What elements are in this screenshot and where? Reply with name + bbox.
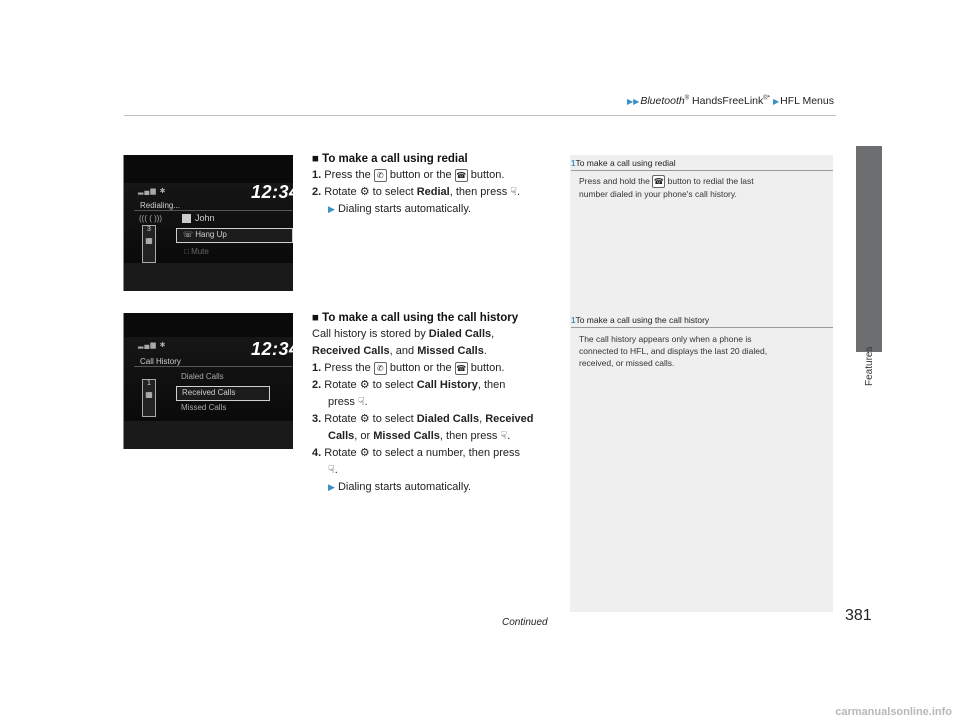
display-clock: 12:34: [251, 182, 300, 202]
section2-step1: 1. Press the ✆ button or the ☎ button.: [312, 362, 505, 374]
section2-step3-cont: Calls, or Missed Calls, then press ☟.: [328, 430, 511, 442]
section2-intro: Call history is stored by Dialed Calls,: [312, 328, 495, 340]
breadcrumb-handsfreelink: HandsFreeLink: [689, 95, 764, 107]
section2-step4-cont: ☟.: [328, 464, 338, 476]
keypad-icon-2: 1 ▦: [142, 379, 156, 417]
breadcrumb-hfl-menus: HFL Menus: [780, 95, 834, 107]
keypad-icon: 3 ▦: [142, 225, 156, 263]
press-knob-icon-4: ☟: [328, 464, 335, 476]
selector-knob-icon-3: ⚙: [359, 413, 370, 425]
selector-knob-icon-4: ⚙: [359, 447, 370, 459]
registered-mark: ®: [684, 95, 690, 102]
square-bullet-icon: ■: [312, 153, 319, 165]
hang-up-label: Hang Up: [195, 230, 227, 239]
note1-rule: [571, 170, 833, 171]
redial-screen-image: [123, 155, 300, 291]
keypad-digit-2: 1: [147, 380, 151, 387]
selector-knob-icon-2: ⚙: [359, 379, 370, 391]
menu-item-missed-calls[interactable]: Missed Calls: [181, 403, 227, 412]
section1-heading: ■ To make a call using redial: [312, 153, 468, 165]
arrow-icon: ▶: [772, 97, 780, 106]
section2-step3: 3. Rotate ⚙ to select Dialed Calls, Received: [312, 413, 534, 425]
section2-step4: 4. Rotate ⚙ to select a number, then press: [312, 447, 521, 459]
selector-knob-icon: ⚙: [359, 186, 370, 198]
phone-pickup-icon-2: ✆: [374, 362, 387, 375]
press-knob-icon-2: ☟: [357, 396, 365, 408]
press-knob-icon-3: ☟: [500, 430, 508, 442]
section1-body: [312, 167, 562, 218]
phone-handset-icon-2: ☎: [456, 363, 467, 373]
section2-intro-2: Received Calls, and Missed Calls.: [312, 345, 487, 357]
call-history-screen-image: [123, 313, 300, 449]
note2-title: 1To make a call using the call history: [571, 315, 710, 325]
page-number: 381: [845, 607, 872, 624]
menu-item-received-calls[interactable]: [176, 386, 270, 401]
call-history-title: Call History: [140, 357, 181, 366]
mute-label: Mute: [191, 247, 209, 256]
continued-label: Continued: [502, 617, 548, 628]
note1-ref-number: 1: [571, 159, 576, 168]
redialing-status: Redialing...: [140, 201, 181, 210]
signal-icon: ▂▄▆ ✱: [138, 188, 167, 195]
note2-rule: [571, 327, 833, 328]
breadcrumb: [627, 95, 834, 107]
phone-handset-icon-3: ☎: [653, 177, 664, 187]
call-wave-icon: ((( ( ))): [139, 214, 163, 223]
section-tab-label: Features: [864, 346, 875, 386]
section1-step1: 1. Press the ✆ button or the ☎ button.: [312, 169, 505, 181]
notes-panel: [570, 155, 833, 612]
signal-icon-2: ▂▄▆ ✱: [138, 342, 167, 349]
watermark: carmanualsonline.info: [835, 706, 952, 718]
note1-title: 1To make a call using redial: [571, 158, 676, 168]
section2-step2: 2. Rotate ⚙ to select Call History, then: [312, 379, 506, 391]
square-bullet-icon-2: ■: [312, 312, 319, 324]
hang-up-option[interactable]: ☏ Hang Up: [176, 228, 293, 243]
mute-option[interactable]: □ Mute: [184, 247, 209, 256]
contact-icon: [182, 214, 191, 223]
contact-name: John: [195, 213, 215, 223]
received-calls-label: Received Calls: [182, 388, 236, 397]
note2-ref-number: 1: [571, 316, 576, 325]
keypad-digit: 3: [147, 226, 151, 233]
note2-text: The call history appears only when a phone is connected to HFL, and displays the last 20 dialed, received, or missed calls.: [579, 334, 768, 368]
section2-result: ▶ Dialing starts automatically.: [328, 481, 472, 493]
breadcrumb-bluetooth: Bluetooth: [640, 95, 685, 107]
result-arrow-icon: ▶: [328, 204, 335, 214]
display-clock-2: 12:34: [251, 339, 300, 359]
header-rule: [124, 115, 836, 116]
section2-step2-cont: press ☟.: [328, 396, 368, 408]
section2-heading: ■ To make a call using the call history: [312, 312, 519, 324]
section1-step2: 2. Rotate ⚙ to select Redial, then press ☟.: [312, 186, 521, 198]
registered-mark-star: ®*: [763, 95, 771, 102]
note1-text: Press and hold the ☎ button to redial the last number dialed in your phone's call history.: [579, 176, 754, 200]
section1-result: ▶ Dialing starts automatically.: [328, 203, 472, 215]
phone-handset-icon: ☎: [456, 170, 467, 180]
section2-body: [312, 326, 562, 496]
phone-pickup-icon: ✆: [374, 169, 387, 182]
double-arrow-icon: ▶▶: [627, 97, 640, 106]
press-knob-icon: ☟: [510, 186, 517, 198]
menu-item-dialed-calls[interactable]: Dialed Calls: [181, 372, 224, 381]
result-arrow-icon-2: ▶: [328, 482, 335, 492]
